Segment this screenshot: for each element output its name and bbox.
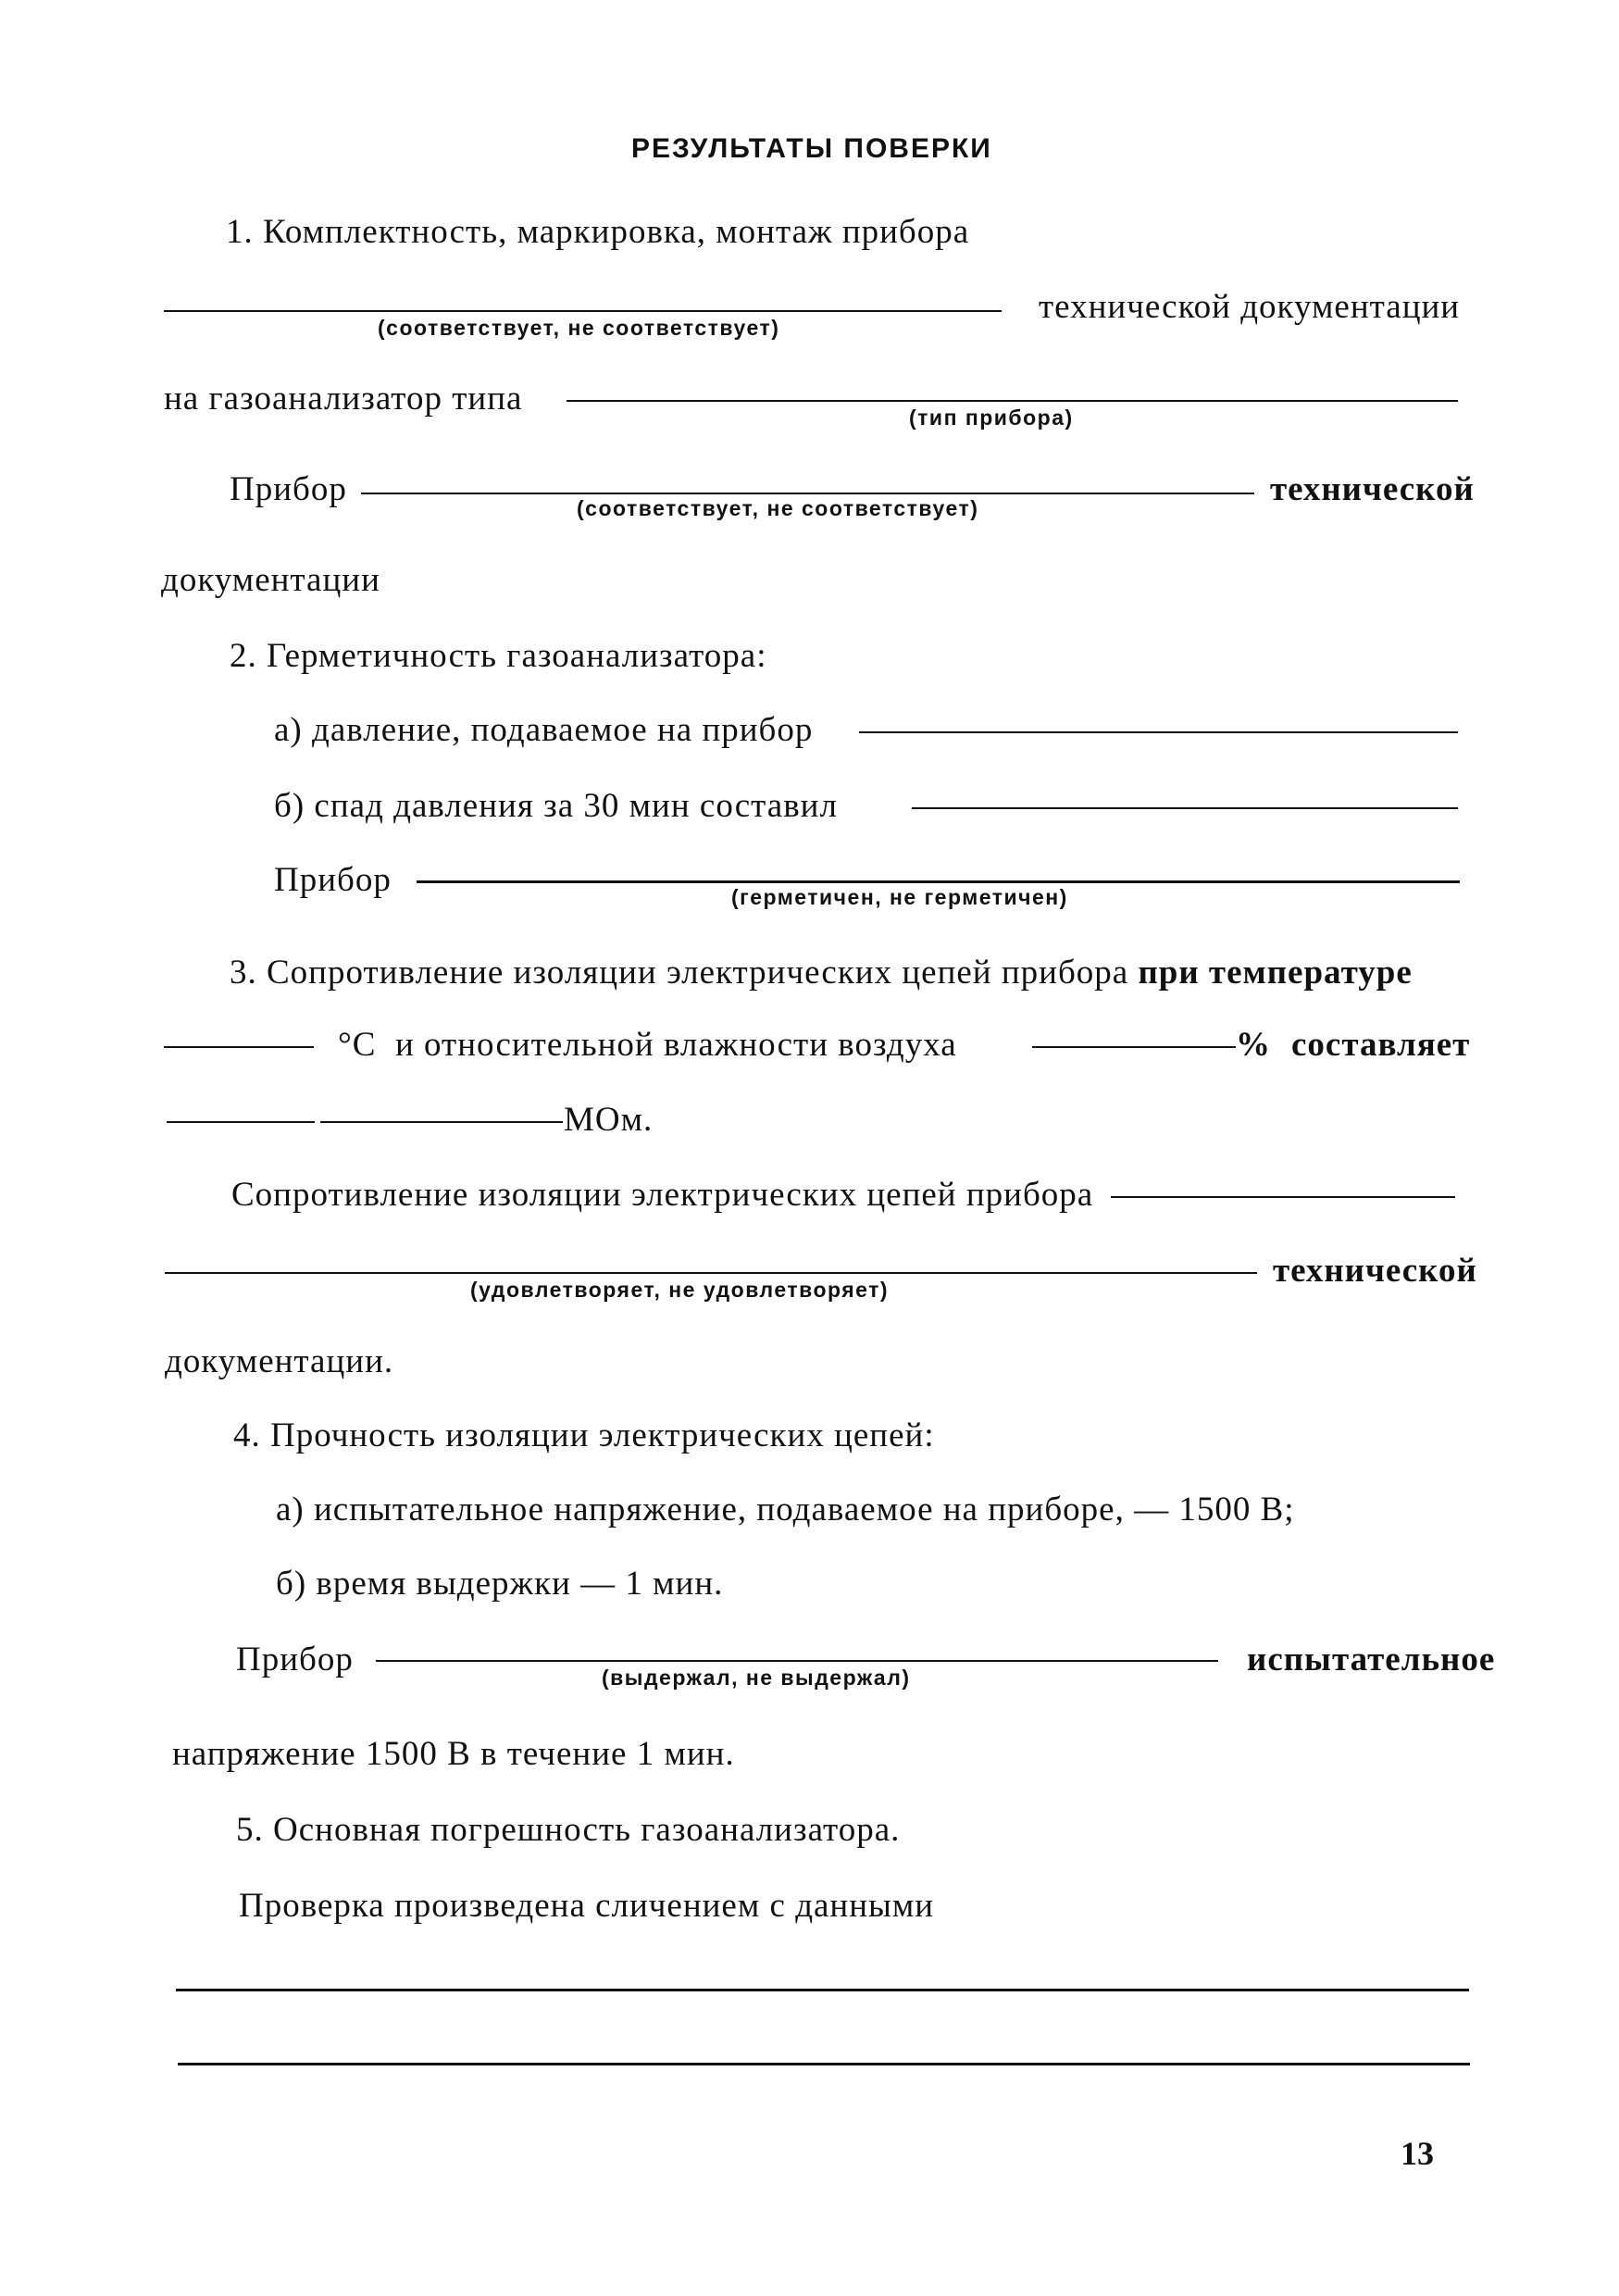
body-text: Проверка произведена сличением с данными [239, 1887, 935, 1925]
body-text: документации [161, 561, 380, 599]
heading-text-bold: при температуре [1138, 954, 1413, 992]
fill-line [417, 880, 1460, 883]
fill-line [164, 310, 1002, 312]
body-text: на газоанализатор типа [164, 380, 523, 418]
fill-line [859, 731, 1458, 733]
field-caption: (герметичен, не герметичен) [731, 885, 1068, 909]
section-5-heading: 5. Основная погрешность газоанализатора. [236, 1811, 901, 1849]
body-text: Прибор [274, 861, 392, 899]
fill-line [912, 807, 1458, 809]
body-text: технической [1273, 1252, 1477, 1290]
body-text: напряжение 1500 В в течение 1 мин. [172, 1735, 735, 1773]
section-4-heading: 4. Прочность изоляции электрических цепей: [233, 1416, 935, 1454]
body-text [338, 1028, 957, 1062]
fill-line [164, 1046, 314, 1048]
body-text-part: и относительной влажности воздуха [394, 1026, 957, 1064]
fill-line [178, 2063, 1470, 2065]
section-1-heading: 1. Комплектность, маркировка, монтаж прибора [226, 213, 970, 251]
body-text [1039, 290, 1460, 324]
fill-line [567, 400, 1458, 402]
section-2-heading: 2. Герметичность газоанализатора: [230, 637, 767, 675]
body-text: Сопротивление изоляции электрических цепей прибора [231, 1176, 1094, 1214]
fill-line [176, 1989, 1469, 1991]
heading-text: 3. Сопротивление изоляции электрических цепей прибора [230, 954, 1129, 992]
field-caption: (тип прибора) [909, 406, 1074, 430]
fill-line [1111, 1196, 1455, 1198]
field-caption: (удовлетворяет, не удовлетворяет) [470, 1278, 890, 1302]
percent-sign: % [1236, 1026, 1271, 1064]
body-text: Прибор [236, 1641, 354, 1678]
fill-line [376, 1660, 1218, 1662]
body-text: технической [1270, 470, 1475, 508]
body-text: Прибор [230, 470, 347, 508]
field-caption: (соответствует, не соответствует) [577, 496, 979, 520]
list-item: б) спад давления за 30 мин составил [274, 787, 838, 825]
fill-line [320, 1121, 563, 1123]
fill-line [361, 493, 1254, 494]
field-caption: (соответствует, не соответствует) [378, 316, 780, 340]
body-text: документации. [165, 1342, 394, 1380]
page-title: РЕЗУЛЬТАТЫ ПОВЕРКИ [631, 133, 992, 164]
fill-line [165, 1272, 1257, 1274]
section-3-heading [230, 955, 1413, 990]
unit-megohm: МОм. [564, 1101, 654, 1139]
fill-line [167, 1121, 315, 1123]
list-item: б) время выдержки — 1 мин. [276, 1565, 724, 1603]
list-item: а) испытательное напряжение, подаваемое на приборе, — 1500 В; [276, 1491, 1295, 1529]
body-text: составляет [1291, 1026, 1471, 1064]
fill-line [1032, 1046, 1236, 1048]
page-number: 13 [1401, 2135, 1434, 2172]
body-text: испытательное [1247, 1641, 1496, 1678]
unit-celsius: °С [338, 1026, 377, 1064]
list-item: а) давление, подаваемое на прибор [274, 711, 814, 749]
field-caption: (выдержал, не выдержал) [602, 1666, 911, 1690]
body-text-part: технической документации [1039, 288, 1461, 326]
